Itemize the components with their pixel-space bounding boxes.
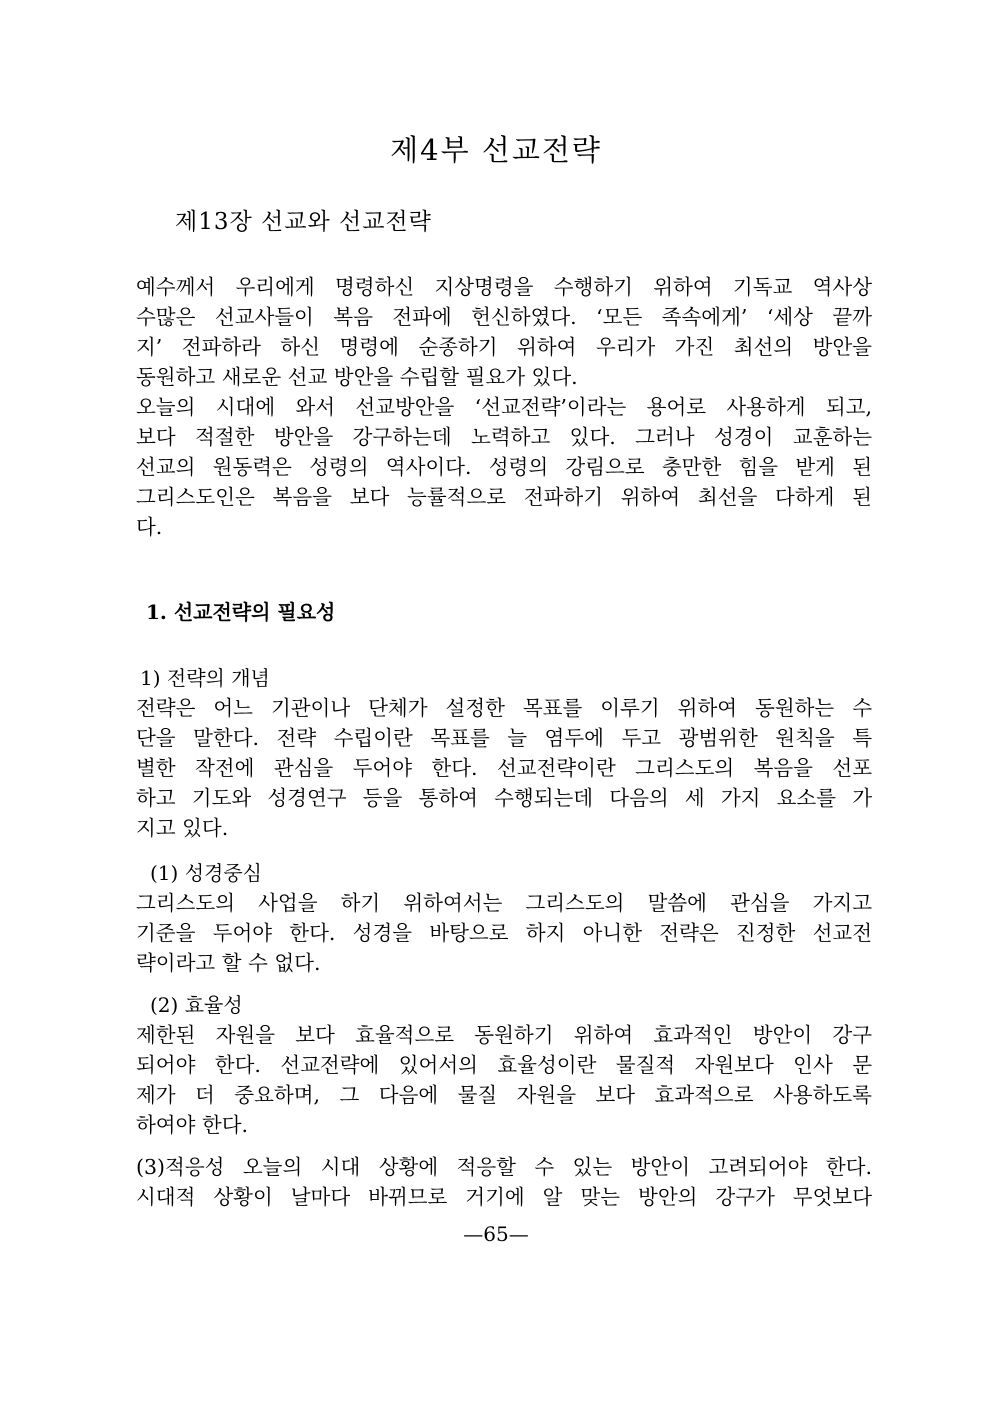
element-line: 제한된 자원을 보다 효율적으로 동원하기 위하여 효과적인 방안이 강구: [136, 1023, 872, 1047]
concept-line: 단을 말한다. 전략 수립이란 목표를 늘 염두에 두고 광범위한 원칙을 특: [136, 726, 872, 750]
concept-line: 하고 기도와 성경연구 등을 통하여 수행되는데 다음의 세 가지 요소를 가: [136, 786, 872, 810]
element-line: 하여야 한다.: [136, 1113, 249, 1137]
section-heading: 1. 선교전략의 필요성: [146, 600, 336, 624]
element-heading: (1) 성경중심: [150, 861, 262, 885]
element-line: 제가 더 중요하며, 그 다음에 물질 자원을 보다 효과적으로 사용하도록: [136, 1083, 872, 1107]
intro-line: 예수께서 우리에게 명령하신 지상명령을 수행하기 위하여 기독교 역사상: [136, 275, 872, 299]
element-line: 되어야 한다. 선교전략에 있어서의 효율성이란 물질적 자원보다 인사 문: [136, 1053, 872, 1077]
intro-line: 수많은 선교사들이 복음 전파에 헌신하였다. ‘모든 족속에게’ ‘세상 끝까: [136, 305, 872, 329]
intro-line: 동원하고 새로운 선교 방안을 수립할 필요가 있다.: [136, 365, 578, 389]
intro-line: 보다 적절한 방안을 강구하는데 노력하고 있다. 그러나 성경이 교훈하는: [136, 425, 872, 449]
part-title: 제4부 선교전략: [390, 133, 602, 167]
element-heading: (2) 효율성: [150, 993, 243, 1017]
concept-line: 별한 작전에 관심을 두어야 한다. 선교전략이란 그리스도의 복음을 선포: [136, 756, 872, 780]
element-line: 시대적 상황이 날마다 바뀌므로 거기에 알 맞는 방안의 강구가 무엇보다: [136, 1185, 872, 1209]
intro-line: 선교의 원동력은 성령의 역사이다. 성령의 강림으로 충만한 힘을 받게 된: [136, 455, 872, 479]
intro-line: 지’ 전파하라 하신 명령에 순종하기 위하여 우리가 가진 최선의 방안을: [136, 335, 872, 359]
element-line: 략이라고 할 수 없다.: [136, 951, 321, 975]
chapter-title: 제13장 선교와 선교전략: [175, 209, 432, 235]
intro-line: 오늘의 시대에 와서 선교방안을 ‘선교전략’이라는 용어로 사용하게 되고,: [136, 395, 872, 419]
element-line: 그리스도의 사업을 하기 위하여서는 그리스도의 말씀에 관심을 가지고: [136, 891, 872, 915]
concept-line: 전략은 어느 기관이나 단체가 설정한 목표를 이루기 위하여 동원하는 수: [136, 696, 872, 720]
intro-line: 그리스도인은 복음을 보다 능률적으로 전파하기 위하여 최선을 다하게 된: [136, 485, 872, 509]
concept-line: 지고 있다.: [136, 816, 229, 840]
page-number: —65—: [463, 1222, 529, 1246]
subsection-heading: 1) 전략의 개념: [140, 666, 270, 690]
intro-line: 다.: [136, 515, 163, 539]
element-line: 기준을 두어야 한다. 성경을 바탕으로 하지 아니한 전략은 진정한 선교전: [136, 921, 872, 945]
element-line: (3)적응성 오늘의 시대 상황에 적응할 수 있는 방안이 고려되어야 한다.: [136, 1155, 872, 1179]
